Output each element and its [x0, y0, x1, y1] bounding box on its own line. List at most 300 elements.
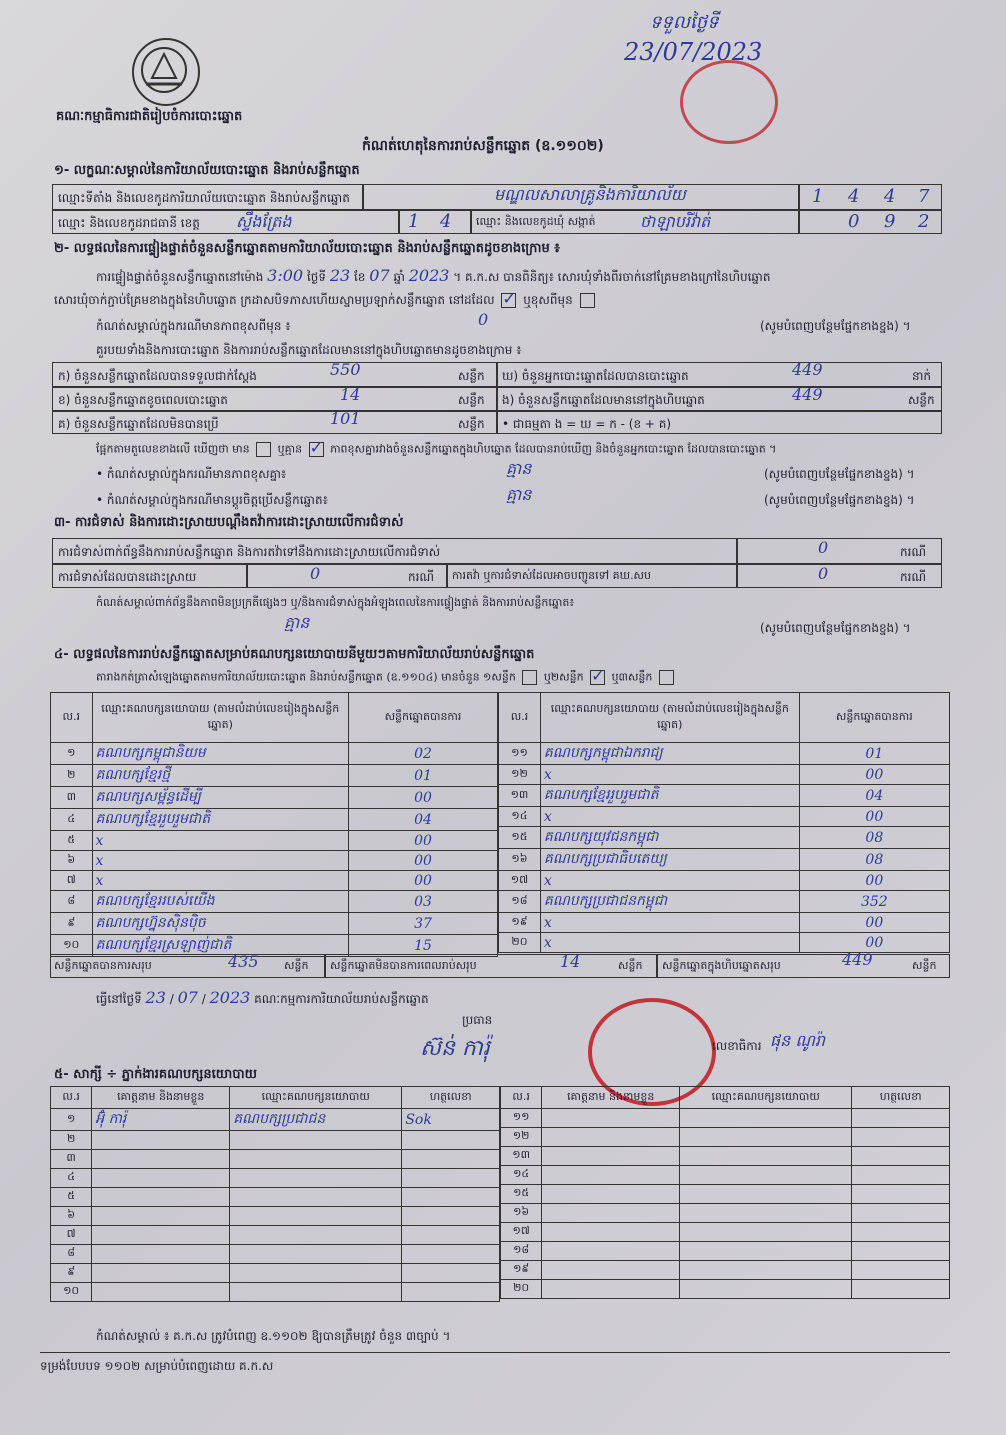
- discrepancy-note-label: • កំណត់សម្គាល់ក្នុងករណីមានភាពខុសគ្នា៖: [96, 467, 287, 481]
- province-name: ស្ទឹងត្រែង: [236, 212, 292, 231]
- vote-row: [499, 765, 950, 785]
- forwarded-label: ការតវ៉ា ឬការជំទាស់ដែលអាចបញ្ជូនទៅ គឃ.សប: [452, 569, 652, 582]
- vote-row: [51, 831, 498, 851]
- witness-col-sign: ហត្ថលេខា: [852, 1087, 950, 1109]
- section1-heading: ១- លក្ខណៈសម្គាល់នៃការិយាល័យបោះឆ្នោត និងរាប់សន្លឹកឆ្នោត: [54, 163, 360, 178]
- witness-row: [51, 1109, 500, 1131]
- vote-row-votes: 00: [799, 933, 949, 953]
- vote-row-party: x: [92, 851, 348, 871]
- witness-row: [501, 1166, 950, 1185]
- witness-row-party: [680, 1280, 852, 1299]
- vote-row-no: ៩: [51, 913, 93, 935]
- same-checkbox[interactable]: [501, 293, 516, 308]
- objections-label: ការជំទាស់ពាក់ព័ន្ធនឹងការរាប់សន្លឹកឆ្នោត និងការតវ៉ាទៅនឹងការដោះស្រាយលើការជំទាស់: [58, 545, 441, 559]
- vote-row-votes: 00: [799, 871, 949, 891]
- witness-col-party: ឈ្មោះគណបក្សនយោបាយ: [680, 1087, 852, 1109]
- witness-row: [51, 1264, 500, 1283]
- vote-row-votes: 02: [348, 743, 497, 765]
- vote-row-no: ១៣: [499, 785, 541, 807]
- vote-row-no: ២: [51, 765, 93, 787]
- footer-divider: [40, 1352, 950, 1353]
- witness-col-party: ឈ្មោះគណបក្សនយោបាយ: [230, 1087, 402, 1109]
- signing-date-line: ធ្វើនៅថ្ងៃទី 23 / 07 / 2023 គណៈកម្មការការិយាល័យរាប់សន្លឹកឆ្នោត: [96, 988, 429, 1007]
- secretary-signature: ផុន ណូរ៉ា: [770, 1031, 826, 1050]
- unit-1: សន្លឹក: [458, 369, 485, 383]
- witness-row-sign: [402, 1207, 500, 1226]
- discrepancy-text: ភាពខុសគ្នារវាងចំនួនសន្លឹកឆ្នោតក្នុងហិបឆ្នោត ដែលបានរាប់ឃើញ និងចំនួនអ្នកបោះឆ្នោត ដែលបានបោះឆ្នោត ។: [330, 442, 777, 456]
- vote-row-no: ១២: [499, 765, 541, 785]
- resolved-value: 0: [310, 564, 321, 583]
- location-code-4: 7: [918, 186, 930, 207]
- diff-note-end: (សូមបំពេញបន្ថែមផ្នែកខាងខ្នង) ។: [760, 319, 911, 333]
- signing-year: 2023: [209, 988, 251, 1007]
- vote-row-votes: 00: [799, 765, 949, 785]
- witness-row-party: [680, 1166, 852, 1185]
- irregularity-end: (សូមបំពេញបន្ថែមផ្នែកខាងខ្នង) ។: [760, 621, 911, 635]
- witness-row-party: [230, 1245, 402, 1264]
- forwarded-value: 0: [818, 564, 829, 583]
- received-date: 23/07/2023: [624, 38, 763, 66]
- witness-row: [51, 1207, 500, 1226]
- different-checkbox[interactable]: [580, 293, 595, 308]
- witness-row-party: [680, 1109, 852, 1128]
- witness-row-sign: [852, 1280, 950, 1299]
- witness-row-party: [680, 1242, 852, 1261]
- footer-form-name: ទម្រង់បែបបទ ១១០២ សម្រាប់បំពេញដោយ គ.ក.ស: [40, 1359, 274, 1373]
- vote-row: [499, 913, 950, 933]
- case-unit-2: ករណី: [408, 570, 435, 584]
- lock-text: សោរឃុំចាក់ភ្ជាប់គ្រែមខាងក្នុងនៃហិបឆ្នោត ក្រដាសបិទភាសហើយស្នាមប្រឡាក់សន្លឹកឆ្នោត នៅដដែល: [54, 293, 495, 307]
- vote-row-no: ១០: [51, 935, 93, 957]
- witness-row-sign: [852, 1166, 950, 1185]
- location-name: មណ្ឌលសាលាគ្រូនិងការិយាល័យ: [494, 185, 686, 204]
- month-label: ខែ: [354, 270, 366, 284]
- witness-row-party: [230, 1188, 402, 1207]
- vote-row: [51, 913, 498, 935]
- document-title: កំណត់ហេតុនៃការរាប់សន្លឹកឆ្នោត (ឧ.១១០២): [362, 138, 604, 154]
- unused-value: 101: [330, 409, 361, 428]
- witness-table-left: [50, 1086, 500, 1302]
- vote-row-votes: 352: [799, 891, 949, 913]
- vote-row: [499, 807, 950, 827]
- witness-row-party: [680, 1204, 852, 1223]
- voters-label: ឃ) ចំនួនអ្នកបោះឆ្នោតដែលបានបោះឆ្នោត: [502, 369, 689, 383]
- spoiled-label: ខ) ចំនួនសន្លឹកឆ្នោតខូចពេលបោះឆ្នោត: [58, 393, 228, 407]
- box-total-label: សន្លឹកឆ្នោតក្នុងហិបឆ្នោតសរុប: [662, 959, 781, 972]
- witness-row: [501, 1280, 950, 1299]
- witness-row-sign: [402, 1188, 500, 1207]
- discrepancy-has-checkbox[interactable]: [256, 442, 271, 457]
- voters-unit: នាក់: [912, 369, 932, 383]
- witness-row-party: [230, 1131, 402, 1150]
- witness-row-no: ១៤: [501, 1166, 542, 1185]
- formula: • ជាធម្មតា ង = ឃ = ក - (ខ + គ): [502, 417, 672, 431]
- witness-row-sign: [852, 1147, 950, 1166]
- discrepancy-note-value: គ្មាន: [506, 459, 532, 478]
- witness-row-name: [92, 1169, 230, 1188]
- witness-row-no: ១២: [501, 1128, 542, 1147]
- witness-row: [501, 1261, 950, 1280]
- witness-row-party: [230, 1150, 402, 1169]
- vote-row-party: គណបក្សខ្មែរថ្មី: [92, 765, 348, 787]
- witness-row-name: [92, 1131, 230, 1150]
- objections-value: 0: [818, 538, 829, 557]
- vote-row-no: ១៥: [499, 827, 541, 849]
- vote-row-votes: 04: [799, 785, 949, 807]
- sheets-intro: តារាងកត់ត្រាសំឡេងឆ្នោតតាមការិយាល័យបោះឆ្នោត និងរាប់សន្លឹកឆ្នោត (ឧ.១១០៤) មានចំនួន ១សន្លឹក: [96, 670, 516, 684]
- totals-box: [50, 954, 950, 978]
- witness-row-sign: [402, 1283, 500, 1302]
- witness-row-no: ៨: [51, 1245, 92, 1264]
- vote-row-no: ១៩: [499, 913, 541, 933]
- diff-note-value: 0: [478, 310, 489, 329]
- received-ballots-value: 550: [330, 360, 361, 379]
- witness-row: [501, 1185, 950, 1204]
- location-code-1: 1: [812, 186, 824, 207]
- commune-label: ឈ្មោះ និងលេខកូដឃុំ សង្កាត់: [476, 215, 596, 228]
- vote-row: [51, 871, 498, 891]
- case-unit-3: ករណី: [900, 570, 927, 584]
- witness-row: [501, 1242, 950, 1261]
- invalid-total-unit: សន្លឹក: [618, 959, 643, 972]
- discrepancy-has-label: ផ្អែកតាមតួលេខខាងលើ ឃើញថា មាន: [96, 442, 250, 456]
- vote-row-no: ៤: [51, 809, 93, 831]
- witness-col-name: គោត្តនាម និងនាមខ្លួន: [92, 1087, 230, 1109]
- witness-row-no: ១៥: [501, 1185, 542, 1204]
- three-sheets-checkbox[interactable]: [659, 670, 674, 685]
- location-code-2: 4: [848, 186, 860, 207]
- vote-row: [51, 765, 498, 787]
- verification-year: 2023: [408, 266, 450, 285]
- witness-row: [51, 1245, 500, 1264]
- valid-total-value: 435: [228, 952, 259, 971]
- witness-row-sign: [852, 1223, 950, 1242]
- witness-row: [501, 1109, 950, 1128]
- witness-row-sign: [402, 1226, 500, 1245]
- col-votes-header: សន្លឹកឆ្នោតបានការ: [348, 693, 497, 743]
- witness-row-name: [92, 1283, 230, 1302]
- vote-row-no: ១៧: [499, 871, 541, 891]
- org-name: គណៈកម្មាធិការជាតិរៀបចំការបោះឆ្នោត: [56, 109, 243, 124]
- vote-row-party: គណបក្សប្រជាជនកម្ពុជា: [540, 891, 799, 913]
- witness-row-party: [230, 1169, 402, 1188]
- witness-row-sign: [402, 1131, 500, 1150]
- vote-row-no: ៧: [51, 871, 93, 891]
- unit-3: សន្លឹក: [458, 417, 485, 431]
- witness-row-party: [230, 1283, 402, 1302]
- witness-row-name: [92, 1150, 230, 1169]
- two-sheets-checkbox[interactable]: [590, 670, 605, 685]
- vote-row-party: x: [540, 807, 799, 827]
- vote-row-party: x: [92, 831, 348, 851]
- signing-month: 07: [177, 988, 198, 1007]
- vote-row: [499, 785, 950, 807]
- vote-row-no: ១៤: [499, 807, 541, 827]
- witness-row-name: [92, 1188, 230, 1207]
- vote-row-votes: 00: [348, 871, 497, 891]
- witness-row-no: ២០: [501, 1280, 542, 1299]
- witness-row: [501, 1147, 950, 1166]
- vote-row: [499, 849, 950, 871]
- witness-row-name: [542, 1147, 680, 1166]
- witness-row-name: អ៊ុំ ការ៉ុ: [92, 1109, 230, 1131]
- vote-row-party: x: [92, 871, 348, 891]
- vote-row-party: គណបក្សប្រជាធិបតេយ្យ: [540, 849, 799, 871]
- witness-row: [51, 1226, 500, 1245]
- verification-day: 23: [329, 266, 351, 285]
- witness-row: [51, 1169, 500, 1188]
- chair-signature: ស៊ន់ ការ៉ុ: [420, 1036, 490, 1061]
- witness-row-no: ១: [51, 1109, 92, 1131]
- commune-code-3: 2: [918, 211, 930, 232]
- witness-row-party: [230, 1207, 402, 1226]
- vote-row-party: គណបក្សខ្មែររួបរួមជាតិ: [540, 785, 799, 807]
- in-box-value: 449: [792, 385, 823, 404]
- witness-row-sign: [402, 1245, 500, 1264]
- province-code-1: 1: [408, 211, 420, 232]
- vote-row-no: ១៦: [499, 849, 541, 871]
- witness-row-name: [542, 1204, 680, 1223]
- witness-row-no: ១៣: [501, 1147, 542, 1166]
- received-label: ទទួលថ្ងៃទី: [650, 12, 719, 33]
- witness-row-party: [680, 1128, 852, 1147]
- valid-total-label: សន្លឹកឆ្នោតបានការសរុប: [54, 959, 152, 972]
- vote-row: [499, 743, 950, 765]
- invalid-total-value: 14: [560, 952, 581, 971]
- witness-row-no: ១៨: [501, 1242, 542, 1261]
- change-note-value: គ្មាន: [506, 485, 532, 504]
- vote-row-party: x: [540, 913, 799, 933]
- vote-row-votes: 00: [348, 831, 497, 851]
- commune-name: ថាឡាបរិវ៉ាត់: [640, 212, 711, 231]
- witness-row-party: [230, 1226, 402, 1245]
- vote-row-party: x: [540, 871, 799, 891]
- unused-label: គ) ចំនួនសន្លឹកឆ្នោតដែលមិនបានប្រើ: [58, 417, 219, 431]
- vote-row-no: ១: [51, 743, 93, 765]
- witness-row-no: ១៧: [501, 1223, 542, 1242]
- vote-row-votes: 01: [348, 765, 497, 787]
- witness-row-no: ១៩: [501, 1261, 542, 1280]
- vote-row: [51, 743, 498, 765]
- vote-row: [51, 787, 498, 809]
- witness-row-no: ២: [51, 1131, 92, 1150]
- witness-row-no: ៣: [51, 1150, 92, 1169]
- vote-row: [499, 891, 950, 913]
- vote-row: [499, 871, 950, 891]
- vote-row-no: ៨: [51, 891, 93, 913]
- witness-row-no: ៩: [51, 1264, 92, 1283]
- three-sheets-label: ឬ៣សន្លឹក: [611, 670, 653, 684]
- witness-col-no: ល.រ: [51, 1087, 92, 1109]
- vote-row-votes: 00: [348, 851, 497, 871]
- change-note-end: (សូមបំពេញបន្ថែមផ្នែកខាងខ្នង) ។: [764, 493, 915, 507]
- verification-line: [96, 266, 770, 287]
- discrepancy-none-checkbox[interactable]: [309, 442, 324, 457]
- witness-row-sign: [852, 1128, 950, 1147]
- box-total-value: 449: [842, 950, 873, 969]
- votes-table-right: [498, 692, 950, 953]
- witness-row-no: ៥: [51, 1188, 92, 1207]
- witness-row-name: [92, 1226, 230, 1245]
- footnote: កំណត់សម្គាល់ ៖ គ.ក.ស ត្រូវបំពេញ ឧ.១១០២ ឱ្យបានត្រឹមត្រូវ ចំនួន ៣ច្បាប់ ។: [96, 1329, 451, 1343]
- commune-code-1: 0: [848, 211, 860, 232]
- box-total-unit: សន្លឹក: [912, 959, 937, 972]
- witness-row-no: ៧: [51, 1226, 92, 1245]
- witness-row-sign: [402, 1150, 500, 1169]
- witness-row-sign: [852, 1204, 950, 1223]
- witness-row-no: ១០: [51, 1283, 92, 1302]
- witness-row-name: [542, 1223, 680, 1242]
- section3-heading: ៣- ការជំទាស់ និងការដោះស្រាយបណ្តឹងតវ៉ាការដោះស្រាយលើការជំទាស់: [54, 515, 404, 530]
- col-party-header: ឈ្មោះគណបក្សនយោបាយ (តាមលំដាប់លេខរៀងក្នុងសន្លឹកឆ្នោត): [92, 693, 348, 743]
- col-no-header: ល.រ: [51, 693, 93, 743]
- col-party-header: ឈ្មោះគណបក្សនយោបាយ (តាមលំដាប់លេខរៀងក្នុងសន្លឹកឆ្នោត): [540, 693, 799, 743]
- witness-row-name: [92, 1245, 230, 1264]
- witness-row-sign: [852, 1242, 950, 1261]
- discrepancy-line: [96, 442, 776, 459]
- witness-row-party: [680, 1185, 852, 1204]
- resolved-label: ការជំទាស់ដែលបានដោះស្រាយ: [58, 570, 197, 584]
- vote-row-votes: 08: [799, 849, 949, 871]
- col-no-header: ល.រ: [499, 693, 541, 743]
- witness-row-sign: [852, 1109, 950, 1128]
- location-code-3: 4: [884, 186, 896, 207]
- witness-row: [501, 1223, 950, 1242]
- diff-note-label: កំណត់សម្គាល់ក្នុងករណីមានភាពខុសពីមុន ៖: [96, 319, 291, 333]
- witness-row: [501, 1204, 950, 1223]
- witness-row-sign: [402, 1169, 500, 1188]
- witness-row-name: [542, 1242, 680, 1261]
- witness-row-party: [680, 1147, 852, 1166]
- case-unit-1: ករណី: [900, 545, 927, 559]
- verification-month: 07: [369, 266, 390, 285]
- witness-row-name: [542, 1185, 680, 1204]
- vote-row-votes: 04: [348, 809, 497, 831]
- witness-row: [501, 1128, 950, 1147]
- witness-row-no: ៤: [51, 1169, 92, 1188]
- witness-row-name: [92, 1264, 230, 1283]
- verification-time-label: ការផ្ទៀងផ្ទាត់ចំនួនសន្លឹកឆ្នោតនៅម៉ោង: [96, 270, 264, 284]
- two-sheets-label: ឬ២សន្លឹក: [543, 670, 584, 684]
- nec-logo: [132, 38, 200, 106]
- witness-row-no: ១១: [501, 1109, 542, 1128]
- vote-row-votes: 00: [799, 913, 949, 933]
- vote-row-no: ១១: [499, 743, 541, 765]
- witness-row-sign: [852, 1261, 950, 1280]
- vote-row-votes: 03: [348, 891, 497, 913]
- vote-row-votes: 15: [348, 935, 497, 957]
- section5-heading: ៥- សាក្សី ÷ ភ្នាក់ងារគណបក្សនយោបាយ: [54, 1067, 257, 1082]
- vote-row: [51, 851, 498, 871]
- spoiled-value: 14: [340, 385, 361, 404]
- vote-row-party: x: [540, 933, 799, 953]
- witness-table-right: [500, 1086, 950, 1299]
- witness-row-no: ១៦: [501, 1204, 542, 1223]
- counts-intro: គួរបយទាំងនិងការបោះឆ្នោត និងការរាប់សន្លឹកឆ្នោតដែលមាននៅក្នុងហិបឆ្នោតមានដូចខាងក្រោម ៖: [96, 343, 522, 357]
- witness-row-party: [680, 1261, 852, 1280]
- witness-row: [51, 1150, 500, 1169]
- different-label: ឬខុសពីមុន: [523, 293, 573, 307]
- vote-row-party: x: [540, 765, 799, 785]
- vote-row-party: គណបក្សកម្ពុជានិយម: [92, 743, 348, 765]
- vote-row-no: ១៨: [499, 891, 541, 913]
- vote-row-party: គណបក្សកម្ពុជាឯករាជ្យ: [540, 743, 799, 765]
- vote-row-no: ៥: [51, 831, 93, 851]
- witness-row-party: [680, 1223, 852, 1242]
- vote-row-party: គណបក្សខ្មែររបស់យើង: [92, 891, 348, 913]
- irregularity-value: គ្មាន: [284, 613, 310, 632]
- witness-row-sign: Sok: [402, 1109, 500, 1131]
- vote-row-party: គណបក្សសម្ព័ន្ធដើម្បី: [92, 787, 348, 809]
- witness-row: [51, 1188, 500, 1207]
- witness-row: [51, 1131, 500, 1150]
- voters-value: 449: [792, 360, 823, 379]
- day-label: ថ្ងៃទី: [306, 270, 326, 284]
- signing-date-label: ធ្វើនៅថ្ងៃទី: [96, 992, 142, 1006]
- witness-col-no: ល.រ: [501, 1087, 542, 1109]
- signing-committee: គណៈកម្មការការិយាល័យរាប់សន្លឹកឆ្នោត: [254, 992, 429, 1006]
- vote-row-party: គណបក្សយុវជនកម្ពុជា: [540, 827, 799, 849]
- witness-row-name: [542, 1128, 680, 1147]
- secretary-label: លេខាធិការ: [712, 1039, 762, 1053]
- verification-time: 3:00: [267, 266, 304, 285]
- witness-row-party: គណបក្សប្រជាជន: [230, 1109, 402, 1131]
- vote-row-votes: 00: [799, 807, 949, 827]
- witness-row-name: [542, 1166, 680, 1185]
- vote-row-no: ៦: [51, 851, 93, 871]
- witness-row-sign: [402, 1264, 500, 1283]
- vote-row: [51, 809, 498, 831]
- vote-row: [51, 891, 498, 913]
- col-votes-header: សន្លឹកឆ្នោតបានការ: [799, 693, 949, 743]
- witness-row-name: [542, 1280, 680, 1299]
- vote-row-party: គណបក្សហ្វ៊ុនស៊ិនប៉ិច: [92, 913, 348, 935]
- year-label: ឆ្នាំ: [393, 270, 405, 284]
- discrepancy-note-end: (សូមបំពេញបន្ថែមផ្នែកខាងខ្នង) ។: [764, 467, 915, 481]
- unit-4: សន្លឹក: [908, 393, 935, 407]
- lock-line: [54, 292, 598, 310]
- vote-row: [499, 933, 950, 953]
- province-code-2: 4: [440, 211, 452, 232]
- invalid-total-label: សន្លឹកឆ្នោតមិនបានការពេលរាប់សរុប: [330, 959, 477, 972]
- irregularity-label: កំណត់សម្គាល់ពាក់ព័ន្ធនឹងភាពមិនប្រក្រតីផ្សេងៗ ឬ/និងការជំទាស់ក្នុងអំឡុងពេលនៃការផ្ទៀងផ្ទាត់ និងការរាប់សន្លឹកឆ្នោត៖: [96, 596, 575, 609]
- section2-heading: ២- លទ្ធផលនៃការផ្ទៀងផ្ទាត់ចំនួនសន្លឹកឆ្នោតតាមការិយាល័យបោះឆ្នោត និងរាប់សន្លឹកឆ្នោតដូចខាងក្រោម ៖: [54, 241, 560, 256]
- chair-label: ប្រធាន: [462, 1013, 493, 1027]
- received-ballots-label: ក) ចំនួនសន្លឹកឆ្នោតដែលបានទទួលជាក់ស្តែង: [58, 369, 257, 383]
- vote-row-votes: 01: [799, 743, 949, 765]
- vote-row-votes: 37: [348, 913, 497, 935]
- location-label: ឈ្មោះទីតាំង និងលេខកូដការិយាល័យបោះឆ្នោត និងរាប់សន្លឹកឆ្នោត: [58, 191, 350, 205]
- sheets-line: [96, 670, 677, 687]
- vote-row-no: ២០: [499, 933, 541, 953]
- vote-row-votes: 00: [348, 787, 497, 809]
- commune-code-2: 9: [884, 211, 896, 232]
- witness-row-name: [542, 1261, 680, 1280]
- vote-row-party: គណបក្សខ្មែរស្រឡាញ់ជាតិ: [92, 935, 348, 957]
- in-box-label: ង) ចំនួនសន្លឹកឆ្នោតដែលមាននៅក្នុងហិបឆ្នោត: [502, 393, 705, 407]
- province-label: ឈ្មោះ និងលេខកូដរាជធានី ខេត្ត: [58, 216, 200, 230]
- witness-col-name: គោត្តនាម និងនាមខ្លួន: [542, 1087, 680, 1109]
- one-sheet-checkbox[interactable]: [522, 670, 537, 685]
- vote-row-party: គណបក្សខ្មែររួបរួមជាតិ: [92, 809, 348, 831]
- vote-row-no: ៣: [51, 787, 93, 809]
- witness-row-name: [542, 1109, 680, 1128]
- discrepancy-none-label: ឬគ្មាន: [277, 442, 303, 456]
- official-seal-top: [680, 60, 778, 144]
- section4-heading: ៤- លទ្ធផលនៃការរាប់សន្លឹកឆ្នោតសម្រាប់គណបក្សនយោបាយនីមួយៗតាមការិយាល័យរាប់សន្លឹកឆ្នោត: [54, 647, 535, 662]
- vote-row: [499, 827, 950, 849]
- change-note-label: • កំណត់សម្គាល់ក្នុងករណីមានប្តូរចិត្តប្រើសន្លឹកឆ្នោត៖: [96, 493, 328, 507]
